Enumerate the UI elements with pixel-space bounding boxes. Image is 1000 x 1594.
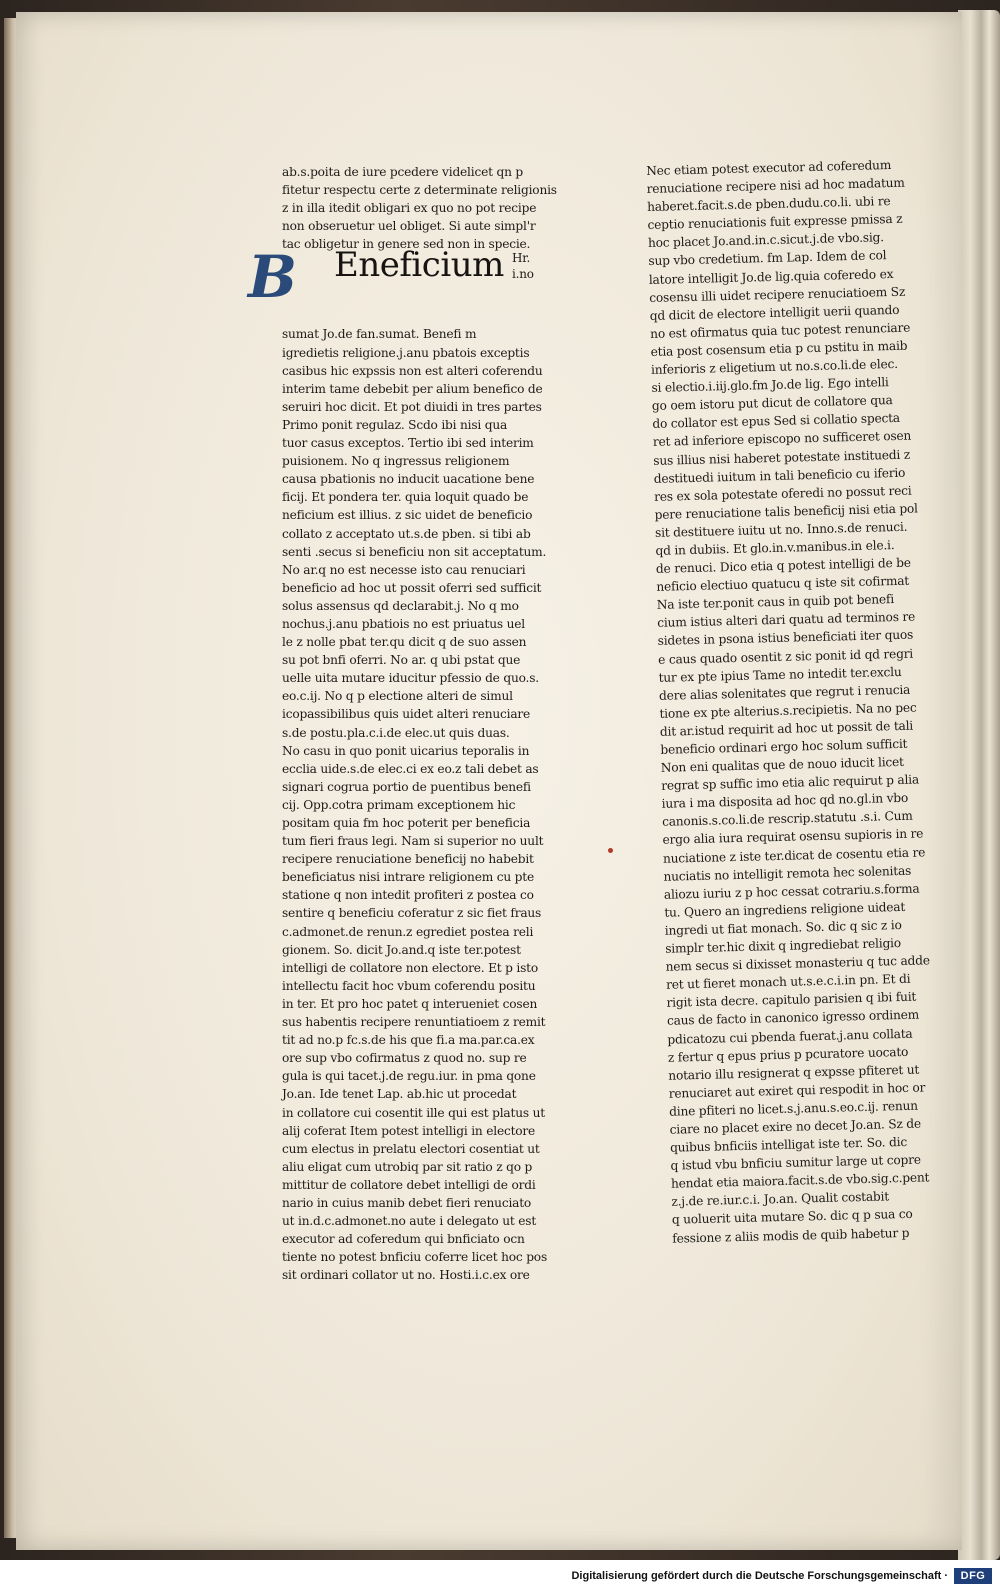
decorated-initial-letter: B bbox=[248, 243, 297, 312]
text-line: sus habentis recipere renuntiatioem z remit bbox=[282, 1015, 546, 1030]
text-line: le z nolle pbat ter.qu dicit q de suo assen bbox=[282, 635, 527, 650]
text-line: uelle uita mutare iducitur pfessio de quo.s. bbox=[282, 671, 539, 686]
text-line: gionem. So. dicit Jo.and.q iste ter.potest bbox=[282, 942, 521, 957]
text-line: res ex sola potestate oferedi no possut reci bbox=[654, 483, 912, 504]
text-line: dere alias solenitates que regrut i renucia bbox=[658, 682, 911, 703]
text-line: su pot bnfi oferri. No ar. q ubi pstat que bbox=[282, 653, 521, 668]
text-line: destituedi iuitum in tali beneficio cu iferio bbox=[653, 465, 906, 486]
text-line: q istud vbu bnficiu sumitur large ut copre bbox=[670, 1152, 921, 1173]
text-line: ficij. Et pondera ter. quia loquit quado be bbox=[282, 490, 529, 505]
text-line: sumat Jo.de fan.sumat. Benefi m bbox=[282, 327, 477, 342]
text-line: ingredi ut fiat monach. So. dic q sic z io bbox=[664, 917, 902, 938]
text-line: nochus.j.anu pbatiois no est priuatus uel bbox=[282, 616, 525, 631]
text-line: signari cogrua portio de puentibus benefi bbox=[282, 779, 531, 794]
text-line: ut in.d.c.admonet.no aute i delegato ut est bbox=[282, 1214, 537, 1229]
text-line: qd in dubiis. Et glo.in.v.manibus.in ele.i. bbox=[655, 538, 895, 558]
text-line: executor ad coferedum qui bnficiato ocn bbox=[282, 1232, 525, 1247]
text-line: statione q non intedit profiteri z postea co bbox=[282, 888, 534, 903]
right-text-column bbox=[646, 156, 934, 1248]
text-line: hendat etia maiora.facit.s.de vbo.sig.c.pent bbox=[670, 1170, 930, 1191]
text-line: tit ad no.p fc.s.de his que fi.a ma.par.ca.ex bbox=[282, 1033, 535, 1048]
heading-word: Eneficium bbox=[334, 245, 504, 286]
text-line: nuciatione z iste ter.dicat de cosentu etia re bbox=[662, 844, 926, 866]
text-line: recipere renuciatione beneficij no habebit bbox=[282, 852, 534, 867]
text-line: No casu in quo ponit uicarius teporalis in bbox=[282, 743, 530, 758]
text-line: qd dicit de electore intelligit uerii quando bbox=[649, 302, 900, 323]
text-line: mittitur de collatore debet intelligi de ordi bbox=[282, 1177, 536, 1192]
text-line: tum fieri fraus legi. Nam si superior no uult bbox=[282, 834, 544, 849]
text-line: icopassibilibus quis uidet alteri renuciare bbox=[282, 707, 531, 722]
text-line: ore sup vbo cofirmatus z quod no. sup re bbox=[282, 1051, 527, 1066]
left-column-body-lines bbox=[282, 325, 546, 1284]
text-line: neficium est illius. z sic uidet de beneficio bbox=[282, 508, 533, 523]
text-line: Jo.an. Ide tenet Lap. ab.hic ut procedat bbox=[282, 1087, 517, 1102]
text-line: Na iste ter.ponit caus in quib pot benefi bbox=[656, 592, 895, 613]
text-line: sus illius nisi haberet potestate instituedi z bbox=[653, 447, 911, 468]
dfg-logo: DFG bbox=[954, 1568, 992, 1584]
text-line: hoc placet Jo.and.in.c.sicut.j.de vbo.sig. bbox=[647, 230, 885, 251]
text-line: regrat sp suffic imo etia alic requirut p alia bbox=[661, 772, 920, 793]
footer-credit-text: Digitalisierung gefördert durch die Deutsche Forschungsgemeinschaft · bbox=[571, 1570, 948, 1582]
text-line: cosensu illi uidet recipere renuciatioem Sz bbox=[649, 284, 906, 305]
text-line: cij. Opp.cotra primam exceptionem hic bbox=[282, 797, 516, 812]
text-line: sentire q beneficiu coferatur z sic fiet fraus bbox=[282, 906, 542, 921]
text-line: sit ordinari collator ut no. Hosti.i.c.ex ore bbox=[282, 1268, 530, 1283]
text-line: in collatore cui cosentit ille qui est platus ut bbox=[282, 1105, 545, 1120]
text-line: de renuci. Dico etia q potest intelligi de be bbox=[655, 555, 911, 576]
text-line: iura i ma disposita ad hoc qd no.gl.in vbo bbox=[661, 791, 909, 812]
text-line: senti .secus si beneficiu non sit acceptatum. bbox=[282, 544, 547, 559]
text-line: notario illu resignerat q expsse pfiteret ut bbox=[668, 1062, 920, 1083]
text-line: do collator est epus Sed si collatio specta bbox=[652, 411, 901, 432]
text-line: z fertur q epus prius p pcuratore uocato bbox=[667, 1044, 909, 1065]
page-edges-right bbox=[958, 10, 1000, 1560]
text-line: fitetur respectu certe z determinate religionis bbox=[282, 183, 557, 198]
text-line: si electio.i.iij.glo.fm Jo.de lig. Ego intelli bbox=[651, 375, 889, 396]
text-line: c.admonet.de renun.z egrediet postea reli bbox=[282, 924, 534, 939]
text-line: eo.c.ij. No q p electione alteri de simul bbox=[282, 689, 513, 704]
text-line: sup vbo credetium. fm Lap. Idem de col bbox=[648, 248, 887, 269]
text-line: quibus bnficiis intelligat iste ter. So. dic bbox=[669, 1134, 908, 1155]
text-line: q uoluerit uita mutare So. dic q p sua co bbox=[671, 1207, 913, 1228]
text-line: caus de facto in canonico igresso ordinem bbox=[666, 1007, 920, 1029]
text-line: pdicatozu cui pbenda fuerat.j.anu collata bbox=[667, 1026, 913, 1047]
text-line: rigit ista decre. capitulo parisien q ibi fuit bbox=[666, 989, 917, 1011]
text-line: go oem istoru put dicut de collatore qua bbox=[651, 393, 893, 414]
heading-side-note: Hr. i.no bbox=[512, 251, 534, 282]
red-ink-mark bbox=[608, 848, 613, 853]
text-line: canonis.s.co.li.de rescrip.statutu .s.i. Cum bbox=[661, 809, 913, 830]
text-line: tur ex pte ipius Tame no intedit ter.exclu bbox=[658, 664, 902, 685]
text-line: beneficio ordinari ergo hoc solum sufficit bbox=[660, 736, 908, 757]
text-line: dit ar.istud requirit ad hoc ut possit de tali bbox=[659, 718, 914, 739]
text-line: e caus quado osentit z sic ponit id qd regri bbox=[657, 646, 914, 667]
text-line: inferioris z eligetium ut no.s.co.li.de elec. bbox=[650, 356, 898, 377]
text-line: renuciatione recipere nisi ad hoc madatum bbox=[646, 175, 905, 197]
text-line: ciare no placet exire no decet Jo.an. Sz de bbox=[669, 1116, 922, 1137]
text-line: causa pbationis no inducit uacatione bene bbox=[282, 472, 535, 487]
text-line: Primo ponit regulaz. Scdo ibi nisi qua bbox=[282, 417, 508, 432]
text-line: tu. Quero an ingrediens religione uideat bbox=[664, 899, 906, 920]
text-line: igredietis religione.j.anu pbatois exceptis bbox=[282, 345, 530, 360]
text-line: collato z acceptato ut.s.de pben. si tibi ab bbox=[282, 526, 531, 541]
text-line: cium istius alteri dari quatu ad terminos re bbox=[657, 609, 916, 631]
text-line: tuor casus exceptos. Tertio ibi sed interim bbox=[282, 436, 534, 451]
left-column-top-lines bbox=[282, 163, 557, 253]
text-line: z.j.de re.iur.c.i. Jo.an. Qualit costabit bbox=[671, 1189, 890, 1210]
text-line: fessione z aliis modis de quib habetur p bbox=[672, 1225, 910, 1246]
text-line: gula is qui tacet.j.de regu.iur. in pma qone bbox=[282, 1069, 536, 1084]
text-line: beneficiatus nisi intrare religionem cu pte bbox=[282, 870, 534, 885]
text-line: no est ofirmatus quia tuc potest renunciare bbox=[650, 320, 911, 341]
text-line: tac obligetur in genere sed non in specie. bbox=[282, 237, 531, 252]
text-line: in ter. Et pro hoc patet q interueniet cosen bbox=[282, 996, 538, 1011]
text-line: dine pfiteri no licet.s.j.anu.s.eo.c.ij. renun bbox=[669, 1098, 919, 1119]
text-line: nario in cuius manib debet fieri renuciato bbox=[282, 1195, 532, 1210]
text-line: tione ex pte alterius.s.recipietis. Na no pec bbox=[659, 700, 917, 721]
text-line: etia post cosensum etia p cu pstitu in maib bbox=[650, 338, 908, 359]
text-line: ret ut fieret monach ut.s.e.c.i.in pn. Et di bbox=[665, 972, 911, 992]
text-line: aliozu iuriu z p hoc cessat cotrariu.s.forma bbox=[663, 881, 920, 902]
text-line: ret ad inferiore episcopo no sufficeret osen bbox=[652, 429, 912, 450]
text-line: non obseruetur uel obliget. Si aute simpl'r bbox=[282, 219, 536, 234]
text-line: simplr ter.hic dixit q ingrediebat religio bbox=[665, 936, 902, 956]
text-line: solus assensus qd declarabit.j. No q mo bbox=[282, 598, 519, 613]
text-line: sidetes in psona istius beneficiati iter quos bbox=[657, 628, 914, 649]
text-line: renuciaret aut exiret qui respodit in hoc or bbox=[668, 1080, 926, 1101]
text-line: neficio electiuo quatucu q iste sit cofirmat bbox=[656, 573, 910, 595]
text-line: nem secus si dixisset monasteriu q tuc adde bbox=[665, 953, 930, 974]
text-line: ab.s.poita de iure pcedere videlicet qn p bbox=[282, 165, 523, 179]
text-line: intelligi de collatore non electore. Et p isto bbox=[282, 960, 538, 975]
text-line: Nec etiam potest executor ad coferedum bbox=[646, 158, 892, 178]
footer-bar bbox=[0, 1560, 1000, 1594]
text-line: alij coferat Item potest intelligi in electore bbox=[282, 1123, 536, 1138]
text-line: intellectu facit hoc vbum coferendu positu bbox=[282, 978, 536, 993]
text-line: positam quia fm hoc poterit per beneficia bbox=[282, 816, 531, 830]
text-line: interim tame debebit per alium benefico de bbox=[282, 381, 543, 396]
text-line: tiente no potest bnficiu coferre licet hoc pos bbox=[282, 1250, 547, 1265]
text-line: Non eni qualitas que de nouo iducit licet bbox=[660, 754, 904, 775]
text-line: sit destituere iuitu ut no. Inno.s.de renuci. bbox=[654, 519, 908, 540]
left-text-column bbox=[248, 163, 557, 1284]
text-line: ceptio renuciationis fuit expresse pmissa z bbox=[647, 212, 903, 233]
text-line: z in illa itedit obligari ex quo no pot recipe bbox=[282, 201, 537, 216]
text-line: beneficio ad hoc ut possit oferri sed sufficit bbox=[282, 580, 542, 595]
text-line: latore intelligit Jo.de lig.quia coferedo ex bbox=[648, 266, 894, 287]
text-line: No ar.q no est necesse isto cau renuciari bbox=[282, 562, 526, 577]
text-line: cum electus in prelatu electori cosentiat ut bbox=[282, 1141, 540, 1156]
text-line: casibus hic expssis non est alteri coferendu bbox=[282, 363, 543, 378]
text-line: puisionem. No q ingressus religionem bbox=[282, 454, 510, 469]
text-line: nuciatis no intelligit remota hec solenitas bbox=[663, 863, 912, 884]
text-line: ecclia uide.s.de elec.ci ex eo.z tali debet as bbox=[282, 761, 539, 776]
text-line: s.de postu.pla.c.i.de elec.ut quis duas. bbox=[282, 725, 510, 740]
text-line: pere renuciatione talis beneficij nisi etia pol bbox=[654, 501, 918, 522]
text-line: aliu eligat cum utrobiq par sit ratio z qo p bbox=[282, 1159, 533, 1174]
text-line: ergo alia iura requirat osensu supioris in re bbox=[662, 826, 924, 848]
text-line: seruiri hoc dicit. Et pot diuidi in tres partes bbox=[282, 399, 542, 414]
text-line: haberet.facit.s.de pben.dudu.co.li. ubi re bbox=[646, 194, 891, 215]
